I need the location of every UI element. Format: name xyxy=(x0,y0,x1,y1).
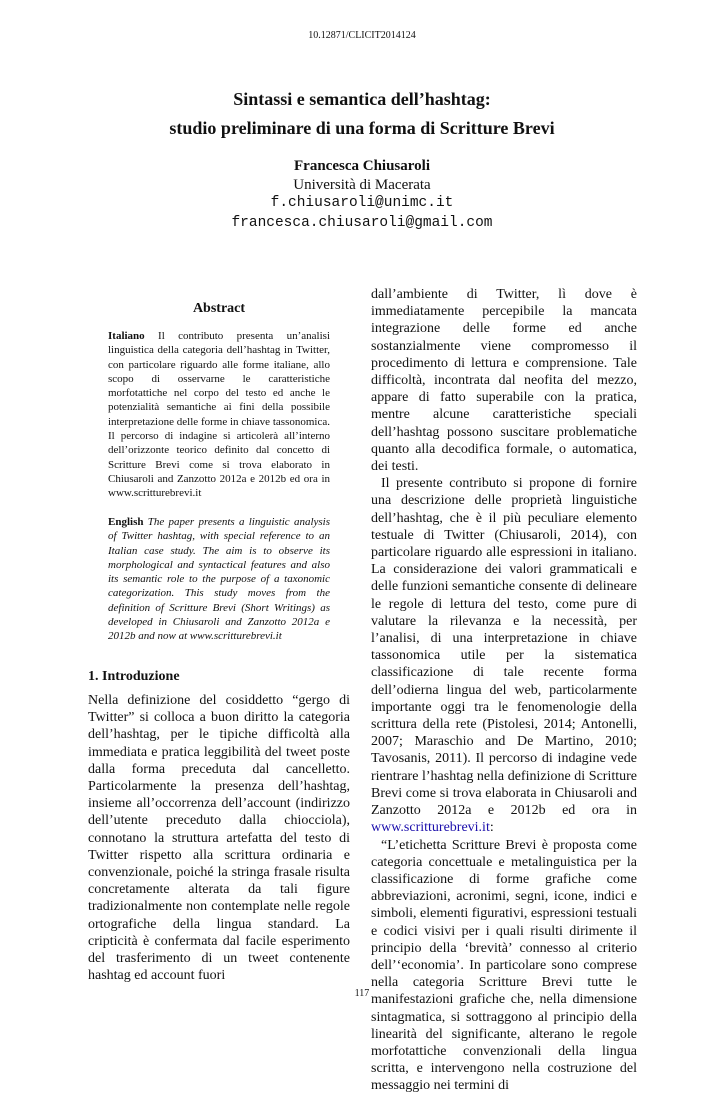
abstract-italiano-text: Il contributo presenta un’analisi linguistica della categoria dell’hashtag in Twitter, con particolare riguardo alle forme italiane, allo scopo di osservarne le caratteristiche morfotattiche nel corpo del testo ed anche le potenzialità semantiche ai fini della possibile interpretazione delle forme in chiave tassonomica. Il percorso di indagine si articolerà all’interno dell’orizzonte teorico definito dal concetto di Scritture Brevi come si trova elaborato in Chiusaroli and Zanzotto 2012a e 2012b ed ora in www.scritturebrevi.it xyxy=(108,330,330,500)
intro-paragraph-1: dall’ambiente di Twitter, lì dove è immediatamente percepibile la mancata integrazione delle forme ed anche sostanzialmente viene compromesso il procedimento di lettura e comprensione. Tale difficoltà, incontrata dal neofita del mezzo, appare di fatto superabile con la pratica, mentre alcune caratteristiche speciali dell’hashtag possono suscitare problematiche quanto alla decodifica formale, o automatica, dei testi. xyxy=(371,287,637,475)
title-line-1: Sintassi e semantica dell’hashtag: xyxy=(233,89,491,109)
abstract-english-text: The paper presents a linguistic analysis of Twitter hashtag, with special reference to an Italian case study. The aim is to observe its morphological and syntactical features and also its semantic role to the purpose of a taxonomic categorization. This study moves from the definition of Scritture Brevi (Short Writings) as developed in Chiusaroli and Zanzotto 2012a e 2012b and now at www.scritturebrevi.it xyxy=(108,516,331,643)
intro-left-column: Nella definizione del cosiddetto “gergo di Twitter” si colloca a buon diritto la categoria dell’hashtag, per le tipiche difficoltà alla immediata e pratica leggibilità del tweet poste dalla forma preceduta dal cancelletto. Particolarmente la presenza dell’hashtag, insieme all’occorrenza dell’account (indirizzo dell’utente preceduto dalla chiocciola), connotano la struttura artefatta del testo di Twitter rispetto alla scrittura ordinaria e convenzionale, poiché la stringa frasale risulta concretamente alterata da tali figure tradizionalmente non contemplate nelle regole ortografiche della lingua standard. La cripticità è confermata dal facile esperimento del trasferimento di un tweet contenente hashtag ed account fuori xyxy=(88,693,350,984)
abstract-italiano xyxy=(108,329,330,501)
intro-paragraph-2 xyxy=(371,475,637,836)
doi: 10.12871/CLICIT2014124 xyxy=(308,30,416,41)
scritturebrevi-link[interactable]: www.scritturebrevi.it xyxy=(371,820,490,836)
title-line-2: studio preliminare di una forma di Scritture Brevi xyxy=(169,118,555,138)
intro-paragraph-2-end: : xyxy=(489,820,494,836)
intro-paragraph-2-text: Il presente contributo si propone di fornire una descrizione delle proprietà linguistiche dell’hashtag, che è il più peculiare elemento testuale di Twitter (Chiusaroli, 2014), con particolare riguardo alle espressioni in italiano. La considerazione dei valori grammaticali e delle funzioni semantiche consente di delineare le regole di lettura del testo, come pure di valutare la rilevanza e la necessità, per l’analisi, di una interpretazione in chiave tassonomica utile per la sistematica classificazione di tale recente forma dell’odierna lingua del web, particolarmente importante oggi tra le fenomenologie della scrittura della rete (Pistolesi, 2014; Antonelli, 2007; Maraschio and De Martino, 2010; Tavosanis, 2011). Il percorso di indagine vede rientrare l’hashtag nella definizione di Scritture Brevi come si trova elaborata in Chiusaroli and Zanzotto 2012a e 2012b ed ora in xyxy=(371,476,637,819)
abstract-italiano-label: Italiano xyxy=(108,330,145,342)
abstract-english-label: English xyxy=(108,516,144,528)
abstract-heading: Abstract xyxy=(192,301,246,316)
author-email-1: f.chiusaroli@unimc.it xyxy=(270,195,454,211)
page-number: 117 xyxy=(354,988,370,999)
author-name: Francesca Chiusaroli xyxy=(294,158,430,174)
author-affiliation: Università di Macerata xyxy=(293,177,431,193)
abstract-english xyxy=(108,515,330,644)
intro-paragraph-3: “L’etichetta Scritture Brevi è proposta come categoria concettuale e metalinguistica per la classificazione di forme grafiche come abbreviazioni, acronimi, segni, icone, indici e simboli, elementi figurativi, espressioni testuali e codici visivi per i quali risulti dirimente il principio della ‘brevità’ connesso al criterio dell’‘economia’. In particolare sono comprese nella categoria Scritture Brevi tutte le manifestazioni grafiche che, nella dimensione sintagmatica, si sottraggono al principio della linearità del significante, alterano le regole morfotattiche convenzionali della lingua scritta, e intervengono nella costruzione del messaggio nei termini di xyxy=(371,837,637,1094)
intro-right-column xyxy=(371,286,637,1095)
section-heading: 1. Introduzione xyxy=(88,669,180,684)
author-email-2: francesca.chiusaroli@gmail.com xyxy=(231,215,493,231)
